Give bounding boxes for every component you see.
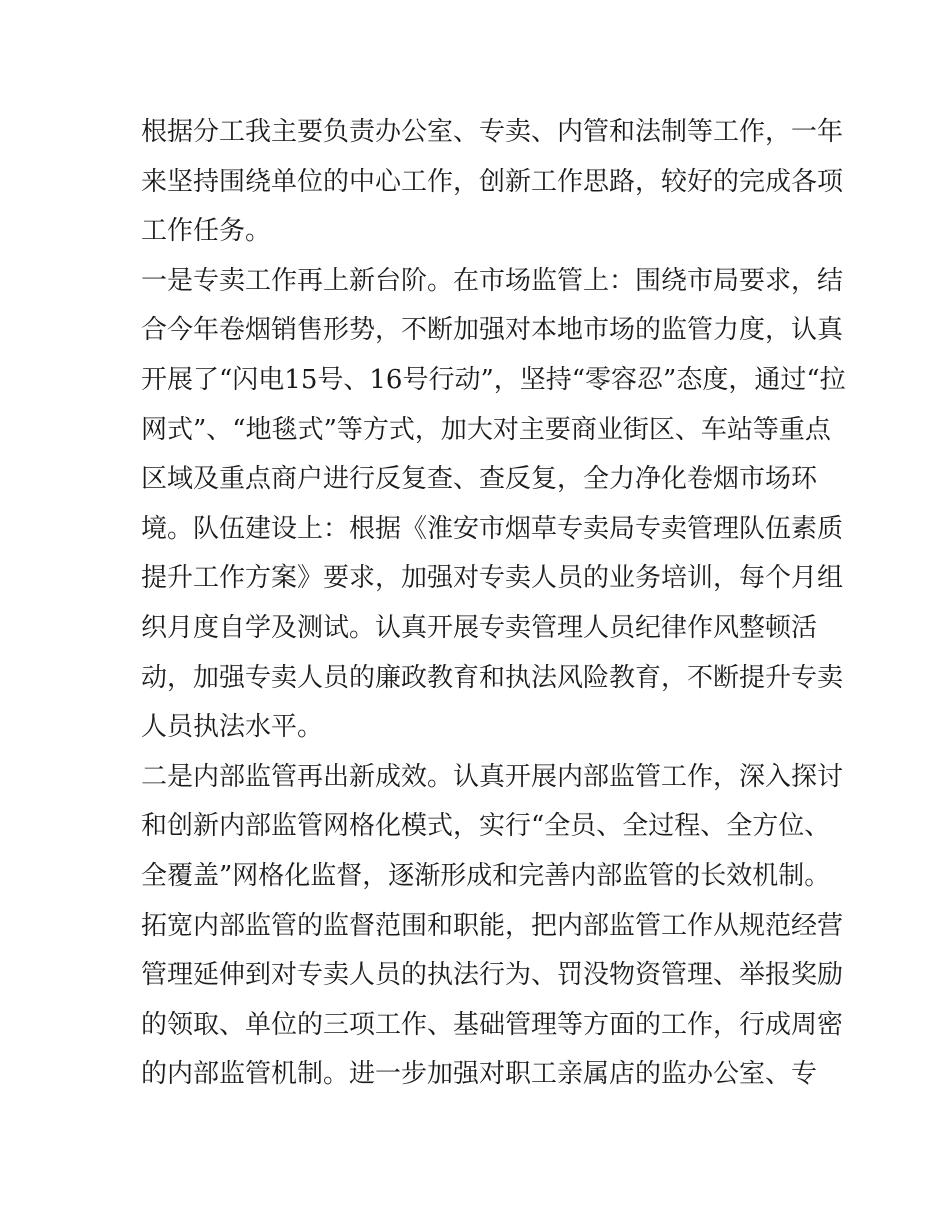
text-line: 提升工作方案》要求，加强对专卖人员的业务培训，每个月组 <box>141 563 844 594</box>
text-line: 拓宽内部监管的监督范围和职能，把内部监管工作从规范经营 <box>141 910 844 941</box>
text-line: 合今年卷烟销售形势，不断加强对本地市场的监管力度，认真 <box>141 315 844 346</box>
text-line: 境。队伍建设上：根据《淮安市烟草专卖局专卖管理队伍素质 <box>141 513 844 544</box>
text-line: 开展了“闪电15号、16号行动”，坚持“零容忍”态度，通过“拉 <box>141 364 846 395</box>
text-line: 织月度自学及测试。认真开展专卖管理人员纪律作风整顿活 <box>141 612 818 643</box>
text-line: 区域及重点商户进行反复查、查反复，全力净化卷烟市场环 <box>141 464 818 495</box>
text-line: 管理延伸到对专卖人员的执法行为、罚没物资管理、举报奖励 <box>141 960 844 991</box>
text-line: 全覆盖”网格化监督，逐渐形成和完善内部监管的长效机制。 <box>141 860 831 891</box>
text-line: 来坚持围绕单位的中心工作，创新工作思路，较好的完成各项 <box>141 166 844 197</box>
text-line: 人员执法水平。 <box>141 712 324 743</box>
text-line: 二是内部监管再出新成效。认真开展内部监管工作，深入探讨 <box>141 761 844 792</box>
text-line: 网式”、“地毯式”等方式，加大对主要商业街区、车站等重点 <box>141 414 831 445</box>
text-line: 根据分工我主要负责办公室、专卖、内管和法制等工作，一年 <box>141 117 844 147</box>
text-line: 的领取、单位的三项工作、基础管理等方面的工作，行成周密 <box>141 1009 844 1040</box>
text-line: 动，加强专卖人员的廉政教育和执法风险教育，不断提升专卖 <box>141 662 844 693</box>
text-line: 的内部监管机制。进一步加强对职工亲属店的监办公室、专 <box>141 1059 818 1090</box>
body-text <box>141 108 846 1100</box>
text-line: 和创新内部监管网格化模式，实行“全员、全过程、全方位、 <box>141 811 831 842</box>
text-line: 一是专卖工作再上新台阶。在市场监管上：围绕市局要求，结 <box>141 265 844 296</box>
text-line: 工作任务。 <box>141 216 272 247</box>
